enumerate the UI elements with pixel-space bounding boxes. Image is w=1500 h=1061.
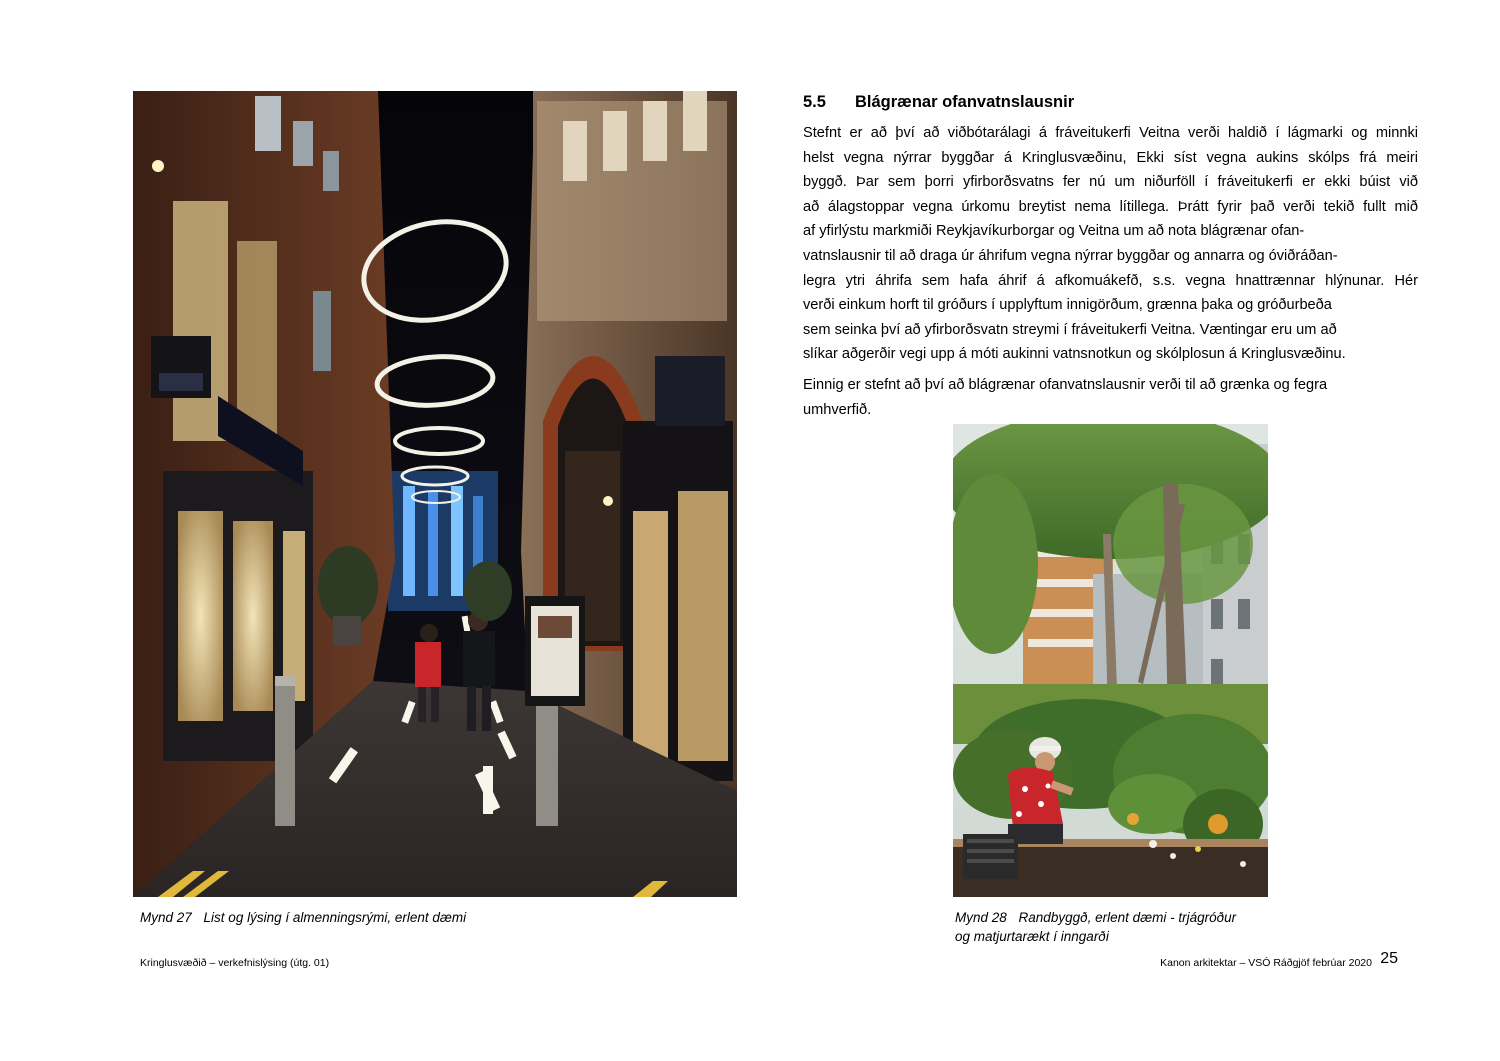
paragraph-line: að álagstoppar vegna úrkomu breytist nema lítillega. Þrátt fyrir það verði tekið fullt mið <box>803 198 1418 215</box>
paragraph-line: helst vegna nýrrar byggðar á Kringlusvæðinu, Ekki síst vegna aukins skólps frá meiri <box>803 149 1418 166</box>
paragraph-line: umhverfið. <box>803 401 872 418</box>
section-title: Blágrænar ofanvatnslausnir <box>855 93 1075 111</box>
paragraph-2 <box>803 373 1418 422</box>
paragraph-line: vatnslausnir til að draga úr áhrifum vegna nýrrar byggðar og annarra og óviðráðan- <box>803 247 1338 264</box>
footer-authors-text: Kanon arkitektar – VSÓ Ráðgjöf febrúar 2020 <box>1160 957 1372 969</box>
paragraph-line: legra ytri áhrifa sem hafa áhrif á afkomuákefð, s.s. vegna hnattrænnar hlýnunar. Hér <box>803 272 1418 289</box>
figure-28-caption <box>955 908 1275 946</box>
figure-28-text-line1: Randbyggð, erlent dæmi - trjágróður <box>1018 910 1237 925</box>
paragraph-line: sem seinka því að yfirborðsvatn streymi í fráveitukerfi Veitna. Væntingar eru um að <box>803 321 1337 338</box>
figure-27-number: Mynd 27 <box>140 910 192 925</box>
footer-document-title: Kringlusvæðið – verkefnislýsing (útg. 01) <box>140 957 330 969</box>
figure-27-text: List og lýsing í almenningsrými, erlent dæmi <box>203 910 467 925</box>
street-lighting-photo <box>133 91 737 897</box>
paragraph-1 <box>803 121 1418 367</box>
figure-27-caption <box>140 908 466 927</box>
page-number: 25 <box>1380 950 1398 967</box>
paragraph-line: Stefnt er að því að viðbótarálagi á fráveitukerfi Veitna verði haldið í lágmarki og minnki <box>803 125 1418 141</box>
section-heading <box>803 91 1074 113</box>
paragraph-line: byggð. Þar sem þorri yfirborðsvatns fer nú um niðurföll í fráveitukerfi er ekki búist við <box>803 174 1418 191</box>
paragraph-line: Einnig er stefnt að því að blágrænar ofanvatnslausnir verði til að grænka og fegra <box>803 376 1328 393</box>
courtyard-garden-photo <box>953 424 1268 897</box>
figure-28-number: Mynd 28 <box>955 910 1007 925</box>
paragraph-line: af yfirlýstu markmiði Reykjavíkurborgar og Veitna um að nota blágrænar ofan- <box>803 223 1305 240</box>
paragraph-line: slíkar aðgerðir vegi upp á móti aukinni vatnsnotkun og skólplosun á Kringlusvæðinu. <box>803 346 1346 363</box>
section-body <box>803 121 1418 422</box>
street-lighting-illustration <box>133 91 737 897</box>
section-number: 5.5 <box>803 93 826 111</box>
figure-28-text-line2: og matjurtarækt í inngarði <box>955 929 1109 944</box>
courtyard-garden-illustration <box>953 424 1268 897</box>
paragraph-line: verði einkum horft til gróðurs í upplyftum innigörðum, grænna þaka og gróðurbeða <box>803 297 1332 314</box>
footer-authors <box>1160 956 1372 970</box>
